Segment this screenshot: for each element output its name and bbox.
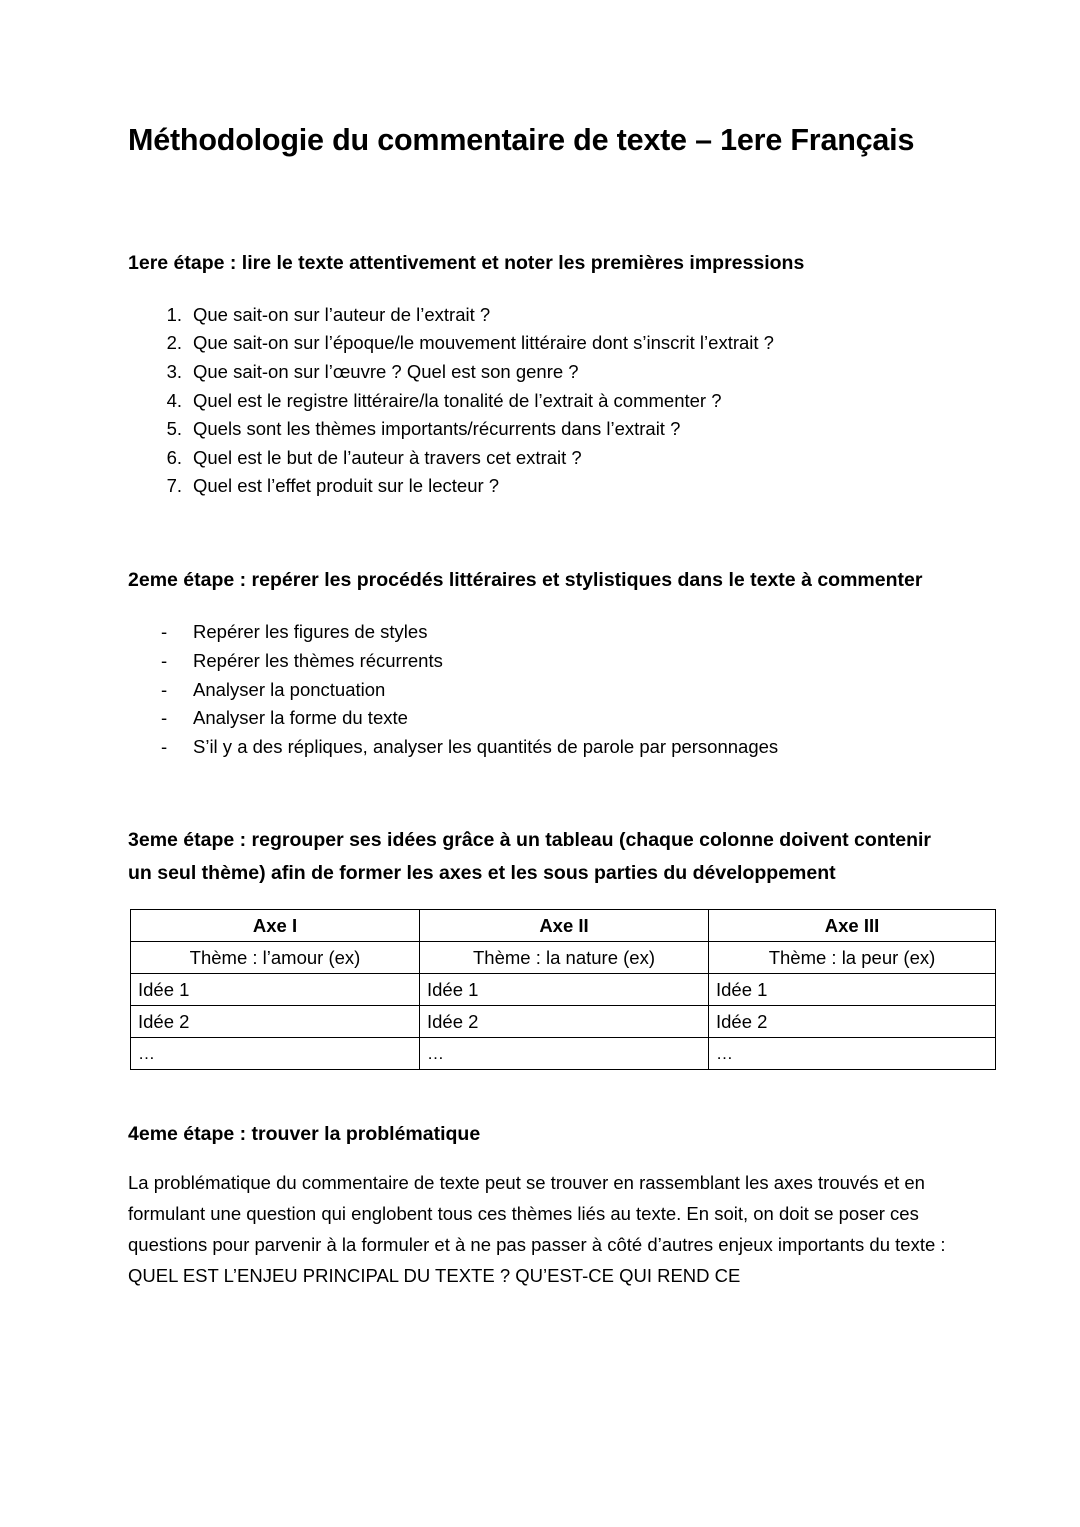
axes-table-container [128,889,952,1070]
document-content [128,0,952,1291]
list-item [128,358,952,387]
table-cell: Thème : la peur (ex) [709,942,996,974]
list-marker: 2. [166,332,182,354]
axes-table [130,909,996,1070]
table-header-cell: Axe III [709,910,996,942]
table-cell: Idée 1 [420,974,709,1006]
section-heading-step3: 3eme étape : regrouper ses idées grâce à un tableau (chaque colonne doivent contenir un seul thème) afin de former les axes et les sous parties du développement [128,829,931,884]
list-marker: 3. [166,361,182,383]
table-theme-row [131,942,996,974]
list-item-text: S’il y a des répliques, analyser les quantités de parole par personnages [193,735,779,757]
list-item-text: Analyser la ponctuation [193,678,386,700]
list-item [128,387,952,416]
table-header-row [131,910,996,942]
dash-marker: - [161,707,168,729]
table-cell: Thème : l’amour (ex) [131,942,420,974]
list-marker: 7. [166,475,182,497]
table-header-cell: Axe I [131,910,420,942]
table-cell: … [131,1038,420,1070]
table-row [131,1006,996,1038]
table-cell: Thème : la nature (ex) [420,942,709,974]
list-item-text: Quels sont les thèmes importants/récurrents dans l’extrait ? [193,418,681,440]
list-item [128,329,952,358]
list-item [128,618,952,647]
list-marker: 5. [166,418,182,440]
list-item-text: Que sait-on sur l’époque/le mouvement littéraire dont s’inscrit l’extrait ? [193,332,774,354]
section-heading-step2: 2eme étape : repérer les procédés littéraires et stylistiques dans le texte à commenter [128,569,923,592]
list-item-text: Que sait-on sur l’auteur de l’extrait ? [193,303,491,325]
table-header-cell: Axe II [420,910,709,942]
section-heading-step4: 4eme étape : trouver la problématique [128,1123,481,1146]
list-item-text: Quel est le but de l’auteur à travers cet extrait ? [193,446,582,468]
table-cell: … [709,1038,996,1070]
section-heading-step1: 1ere étape : lire le texte attentivement et noter les premières impressions [128,251,805,274]
list-item-text: Que sait-on sur l’œuvre ? Quel est son genre ? [193,361,579,383]
list-item-text: Repérer les figures de styles [193,621,428,643]
step2-bullet-list [128,596,952,761]
table-cell: … [420,1038,709,1070]
table-cell: Idée 2 [709,1006,996,1038]
list-item-text: Repérer les thèmes récurrents [193,649,443,671]
table-cell: Idée 1 [709,974,996,1006]
list-item [128,733,952,762]
list-item [128,676,952,705]
list-item [128,472,952,501]
dash-marker: - [161,735,168,757]
table-row [131,1038,996,1070]
list-item [128,647,952,676]
step4-paragraph: La problématique du commentaire de texte peut se trouver en rassemblant les axes trouvés et en formulant une question qui englobent tous ces thèmes liés au texte. En soit, on doit se poser ces questions pour parvenir à la formuler et à ne pas passer à côté d’autres enjeux importants du texte : QUEL EST L’ENJEU PRINCIPAL DU TEXTE ? QU’EST-CE QUI REND CE [128,1172,946,1287]
table-cell: Idée 1 [131,974,420,1006]
table-cell: Idée 2 [420,1006,709,1038]
dash-marker: - [161,678,168,700]
table-cell: Idée 2 [131,1006,420,1038]
step1-question-list [128,279,952,501]
list-marker: 6. [166,446,182,468]
table-row [131,974,996,1006]
dash-marker: - [161,649,168,671]
list-item [128,704,952,733]
list-item [128,415,952,444]
list-marker: 1. [166,303,182,325]
page-title: Méthodologie du commentaire de texte – 1ere Français [128,123,915,157]
list-item-text: Quel est le registre littéraire/la tonalité de l’extrait à commenter ? [193,389,722,411]
list-item-text: Analyser la forme du texte [193,707,408,729]
list-item [128,444,952,473]
list-marker: 4. [166,389,182,411]
list-item-text: Quel est l’effet produit sur le lecteur ? [193,475,500,497]
dash-marker: - [161,621,168,643]
list-item [128,301,952,330]
